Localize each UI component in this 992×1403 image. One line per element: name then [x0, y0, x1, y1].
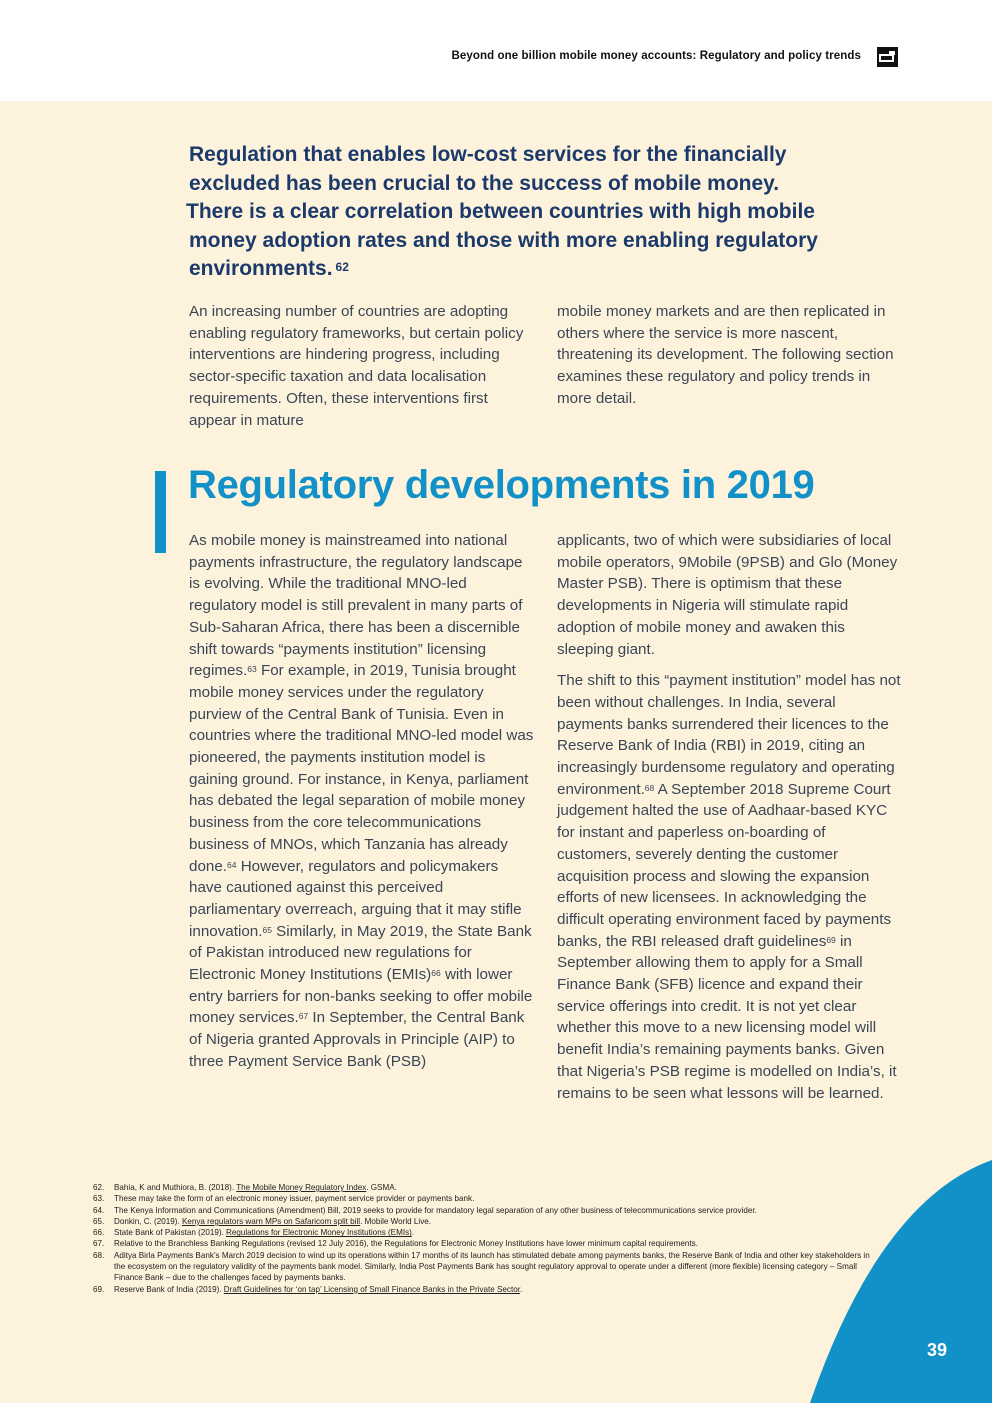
body-text: with lower entry barriers for non-banks seeking to offer mobile money services.: [189, 966, 533, 1027]
section-title: Regulatory developments in 2019: [188, 463, 815, 507]
footnote-number: 63.: [93, 1194, 105, 1204]
footnote-ref[interactable]: 64: [227, 859, 237, 870]
footnote-ref[interactable]: 69: [826, 934, 836, 945]
header-title: Beyond one billion mobile money accounts: Regulatory and policy trends: [451, 50, 861, 62]
footnote-number: 68.: [93, 1250, 105, 1260]
body-text: For example, in 2019, Tunisia brought mobile money services under the regulatory purview of the Central Bank of Tunisia. Even in countries where the traditional MNO-led model was pioneered, the payments institution model is gaining ground. For instance, in Kenya, parliament has debated the legal separation of mobile money business from the core telecommunications business of MNOs, which Tanzania has already done.: [189, 662, 534, 875]
body-text: in September allowing them to apply for a Small Finance Bank (SFB) licence and expand their service offerings into credit. It is not yet clear whether this move to a new licensing model will benefit India’s remaining payments banks. Given that Nigeria’s PSB regime is modelled on India’s, it remains to be seen what lessons will be learned.: [557, 932, 897, 1102]
footnote-link[interactable]: Draft Guidelines for ‘on tap’ Licensing of Small Finance Banks in the Private Sector: [223, 1284, 520, 1294]
footnote-number: 66.: [93, 1228, 105, 1238]
footnote-link[interactable]: Regulations for Electronic Money Institutions (EMIs): [226, 1228, 412, 1238]
pull-quote-line: environments.: [189, 257, 333, 281]
footnote-number: 64.: [93, 1205, 105, 1215]
footnote-ref[interactable]: 65: [262, 924, 272, 935]
footnote-text: The Kenya Information and Communications (Amendment) Bill, 2019 seeks to provide for mandatory legal separation of any other business of telecommunications service provider.: [114, 1205, 757, 1215]
intro-paragraph: An increasing number of countries are adopting enabling regulatory frameworks, but certain policy interventions are hindering progress, including sector-specific taxation and data localisation requirements. Often, these interventions first appear in mature: [189, 303, 524, 429]
footnote-text: Aditya Birla Payments Bank’s March 2019 decision to wind up its operations within 17 months of its launch has stimulated debate among payments banks, the Reserve Bank of India and other key stakeholders in the ecosystem on the regulatory validity of the payments bank model. Similarly, India Post Payments Bank has sought regulatory approval to operate under a different (more flexible) licensing category – Small Finance Bank – due to the challenges faced by payments banks.: [114, 1250, 870, 1283]
intro-paragraph: mobile money markets and are then replicated in others where the service is more nascent, threatening its development. The following section examines these regulatory and policy trends in more detail.: [557, 303, 894, 407]
footnote-text: These may take the form of an electronic money issuer, payment service provider or payments bank.: [114, 1194, 475, 1204]
body-text: Similarly, in May 2019, the State Bank of Pakistan introduced new regulations for Electronic Money Institutions (EMIs): [189, 922, 532, 984]
footnote-text: Bahia, K and Muthiora, B. (2018). The Mobile Money Regulatory Index. GSMA.: [114, 1183, 397, 1192]
footnote-text: Reserve Bank of India (2019). Draft Guidelines for ‘on tap’ Licensing of Small Finance Banks in the Private Sector.: [114, 1284, 523, 1294]
body-text: However, regulators and policymakers have cautioned against this perceived parliamentary overreach, arguing that it may stifle innovation.: [189, 857, 522, 940]
footnote-number: 62.: [93, 1183, 105, 1192]
footnote-link[interactable]: The Mobile Money Regulatory Index: [236, 1183, 367, 1192]
body-text: A September 2018 Supreme Court judgement halted the use of Aadhaar-based KYC for instant and paperless on-boarding of customers, severely denting the customer acquisition process and slowing the expansion efforts of new licensees. In acknowledging the difficult operating environment faced by payments banks, the RBI released draft guidelines: [557, 780, 892, 950]
pull-quote-line: money adoption rates and those with more enabling regulatory: [189, 228, 818, 252]
footnote-ref[interactable]: 67: [298, 1011, 309, 1022]
body-paragraph: applicants, two of which were subsidiaries of local mobile operators, 9Mobile (9PSB) and Glo (Money Master PSB). There is optimism that these developments in Nigeria will stimulate rapid adoption of mobile money and awaken this sleeping giant.: [557, 532, 898, 658]
pull-quote-line: Regulation that enables low-cost services for the financially: [189, 143, 787, 166]
footnote-text: Relative to the Branchless Banking Regulations (revised 12 July 2016), the Regulations for Electronic Money Institutions have lower minimum capital requirements.: [114, 1239, 698, 1249]
footnote-ref[interactable]: 66: [431, 968, 441, 979]
body-text: In September, the Central Bank of Nigeria granted Approvals in Principle (AIP) to three Payment Service Bank (PSB): [189, 1009, 525, 1070]
footnote-ref[interactable]: 62: [335, 260, 349, 275]
footnote-ref[interactable]: 63: [247, 664, 257, 675]
pull-quote-line: excluded has been crucial to the success of mobile money.: [189, 171, 780, 195]
footnote-ref[interactable]: 68: [644, 782, 655, 793]
page-number: 39: [926, 1340, 948, 1360]
footnote-link[interactable]: Kenya regulators warn MPs on Safaricom split bill: [181, 1216, 361, 1226]
footnote-text: Donkin, C. (2019). Kenya regulators warn MPs on Safaricom split bill. Mobile World Live.: [114, 1216, 432, 1226]
body-text: The shift to this “payment institution” model has not been without challenges. In India, several payments banks surrendered their licences to the Reserve Bank of India (RBI) in 2019, citing an increasingly burdensome regulatory and operating environment.: [557, 672, 901, 798]
pull-quote-line: There is a clear correlation between countries with high mobile: [186, 200, 815, 224]
footnote-number: 69.: [93, 1284, 105, 1294]
footnote-text: State Bank of Pakistan (2019). Regulations for Electronic Money Institutions (EMIs).: [114, 1228, 415, 1238]
body-text: As mobile money is mainstreamed into national payments infrastructure, the regulatory landscape is evolving. While the traditional MNO-led regulatory model is still prevalent in many parts of Sub-Saharan Africa, there has been a discernible shift towards “payments institution” licensing regimes.: [189, 532, 523, 680]
footnote-number: 67.: [93, 1239, 105, 1249]
footnote-number: 65.: [93, 1216, 105, 1226]
